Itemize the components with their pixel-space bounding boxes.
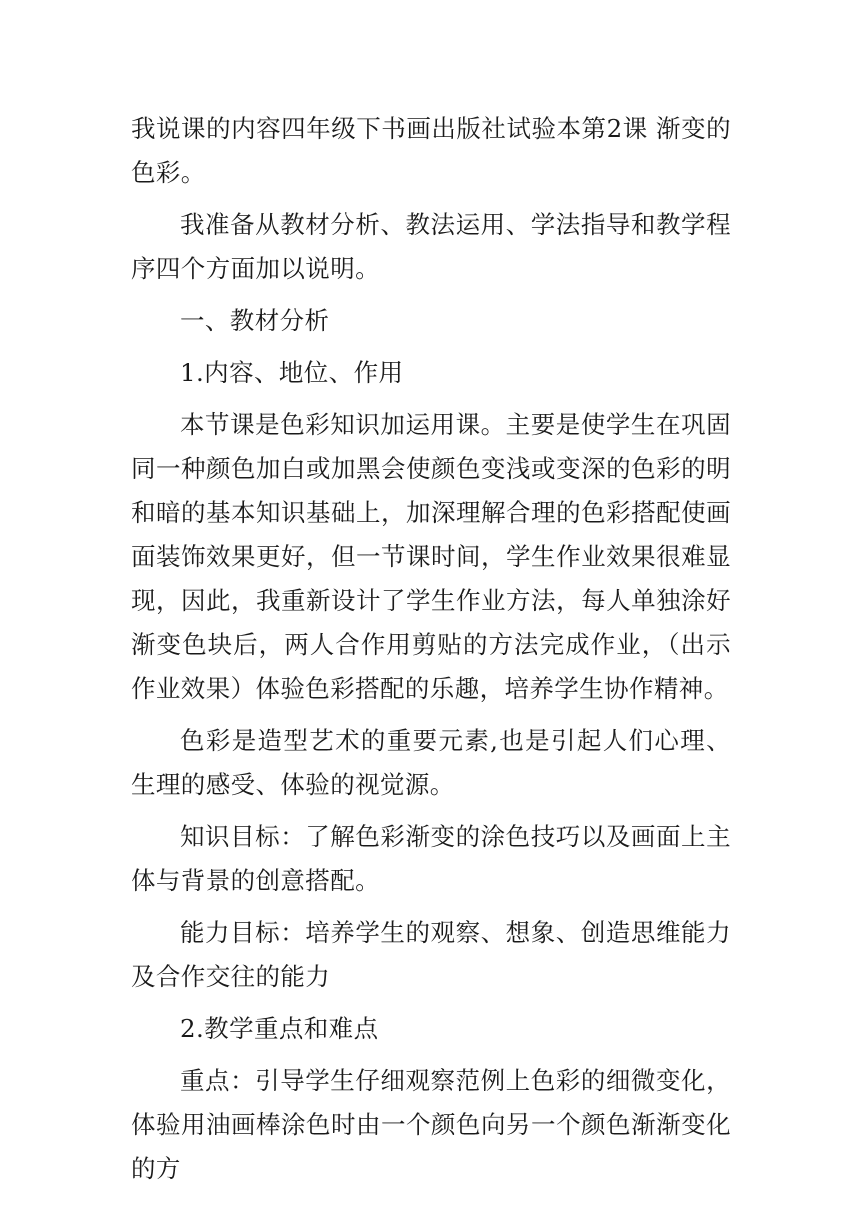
paragraph-key-point: 重点：引导学生仔细观察范例上色彩的细微变化，体验用油画棒涂色时由一个颜色向另一个颜色渐渐变化的方 xyxy=(131,1066,731,1183)
paragraph-ability-goal: 能力目标：培养学生的观察、想象、创造思维能力及合作交往的能力 xyxy=(131,918,731,991)
section-heading-textbook-analysis: 一、教材分析 xyxy=(180,306,330,335)
paragraph-outline: 我准备从教材分析、教法运用、学法指导和教学程序四个方面加以说明。 xyxy=(131,210,731,283)
paragraph-lesson-description: 本节课是色彩知识加运用课。主要是使学生在巩固同一种颜色加白或加黑会使颜色变浅或变深的色彩的明和暗的基本知识基础上，加深理解合理的色彩搭配使画面装饰效果更好，但一节课时间，学生作业效果很难显现，因此，我重新设计了学生作业方法，每人单独涂好渐变色块后，两人合作用剪贴的方法完成作业，（出示作业效果）体验色彩搭配的乐趣，培养学生协作精神。 xyxy=(131,410,731,703)
document-body xyxy=(131,107,731,1199)
paragraph-knowledge-goal: 知识目标：了解色彩渐变的涂色技巧以及画面上主体与背景的创意搭配。 xyxy=(131,822,731,895)
subheading-key-points: 2.教学重点和难点 xyxy=(180,1014,379,1043)
paragraph-color-importance: 色彩是造型艺术的重要元素,也是引起人们心理、生理的感受、体验的视觉源。 xyxy=(131,726,731,799)
paragraph-intro: 我说课的内容四年级下书画出版社试验本第2课 渐变的色彩。 xyxy=(131,114,731,187)
subheading-content-role: 1.内容、地位、作用 xyxy=(180,358,404,387)
